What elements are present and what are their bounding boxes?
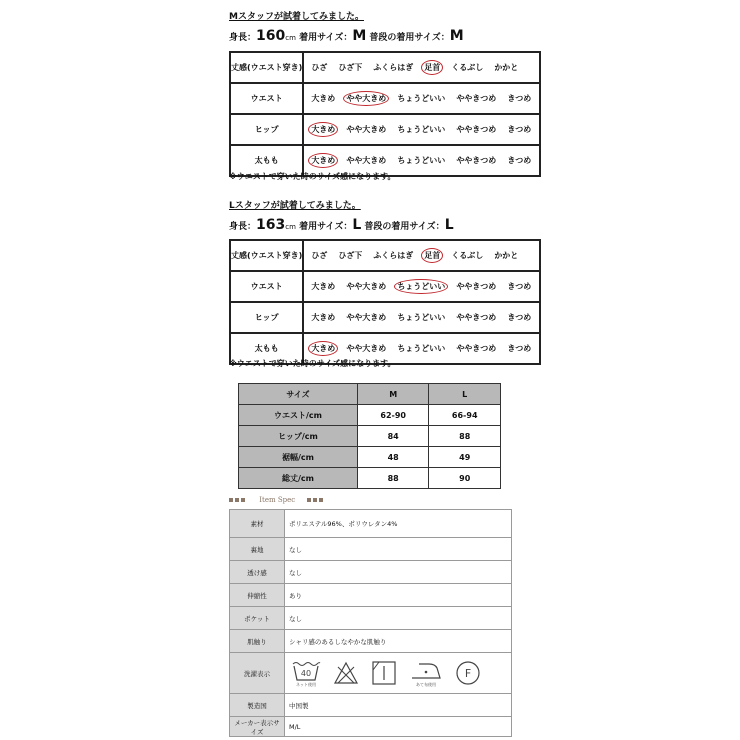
size-value: 90 (429, 468, 501, 489)
fit-option: くるぶし (451, 63, 484, 72)
fit-option-selected: 大きめ (308, 341, 338, 356)
size-table-row (239, 468, 501, 489)
spec-key: 洗濯表示 (230, 653, 285, 694)
size-table-row (239, 447, 501, 468)
fit-option-selected: やや大きめ (343, 91, 389, 106)
spec-value: M/L (285, 717, 512, 737)
size-table (238, 383, 501, 489)
decor-square-icon (307, 498, 311, 502)
fit-option: ややきつめ (456, 344, 497, 353)
fit-options (303, 83, 540, 114)
size-value: 66-94 (429, 405, 501, 426)
spec-value: なし (285, 538, 512, 561)
size-table-row (239, 405, 501, 426)
fit-row-label: 太もも (230, 145, 303, 176)
size-header-cell: サイズ (239, 384, 358, 405)
item-spec-heading: Item Spec (229, 496, 325, 504)
m-staff-fit-table (229, 51, 541, 177)
l-staff-title: Lスタッフが試着してみました。 (229, 201, 361, 211)
fit-row (230, 83, 540, 114)
spec-value: 中国製 (285, 694, 512, 717)
spec-row (230, 630, 512, 653)
fit-option: ちょうどいい (397, 344, 446, 353)
fit-option: ややきつめ (456, 94, 497, 103)
fit-row (230, 52, 540, 83)
fit-row-label: ウエスト (230, 83, 303, 114)
fit-option: ややきつめ (456, 313, 497, 322)
fit-row-label: ウエスト (230, 271, 303, 302)
size-value: 62-90 (357, 405, 429, 426)
decor-square-icon (235, 498, 239, 502)
fit-option: 大きめ (311, 313, 336, 322)
fit-option: ちょうどいい (397, 156, 446, 165)
fit-row-label: 太もも (230, 333, 303, 364)
decor-square-icon (319, 498, 323, 502)
fit-row-label: 丈感(ウエスト穿き) (230, 52, 303, 83)
spec-key: メーカー表示サイズ (230, 717, 285, 737)
m-staff-note: ※ウエストで穿いた時のサイズ感になります。 (229, 172, 396, 181)
decor-square-icon (229, 498, 233, 502)
fit-option: やや大きめ (346, 313, 387, 322)
fit-option: ふくらはぎ (373, 251, 414, 260)
size-row-label: ウエスト/cm (239, 405, 358, 426)
size-value: 88 (357, 468, 429, 489)
dry-clean-f-icon (455, 660, 481, 686)
fit-options (303, 271, 540, 302)
spec-value: シャリ感のあるしなやかな肌触り (285, 630, 512, 653)
iron-note-label: あて布使用 (416, 682, 436, 687)
spec-row (230, 538, 512, 561)
no-bleach-icon (333, 661, 359, 685)
size-value: 88 (429, 426, 501, 447)
size-table-header (239, 384, 501, 405)
spec-key: 素材 (230, 510, 285, 538)
fit-option: きつめ (507, 156, 532, 165)
fit-option: ちょうどいい (397, 94, 446, 103)
fit-option: 大きめ (311, 282, 336, 291)
fit-option: かかと (494, 63, 519, 72)
fit-option: くるぶし (451, 251, 484, 260)
spec-key: 裏地 (230, 538, 285, 561)
spec-key: 製造国 (230, 694, 285, 717)
spec-row (230, 561, 512, 584)
fit-option: ひざ下 (338, 63, 363, 72)
fit-row (230, 271, 540, 302)
fit-options (303, 114, 540, 145)
iron-low-icon (409, 658, 443, 688)
spec-row (230, 653, 512, 694)
fit-options (303, 52, 540, 83)
hand-wash-tub-icon (291, 658, 321, 688)
size-row-label: ヒップ/cm (239, 426, 358, 447)
fit-option-selected: 大きめ (308, 122, 338, 137)
fit-option: ひざ下 (338, 251, 363, 260)
fit-option: ややきつめ (456, 125, 497, 134)
fit-option: きつめ (507, 282, 532, 291)
fit-option: きつめ (507, 313, 532, 322)
fit-option: きつめ (507, 125, 532, 134)
fit-options (303, 240, 540, 271)
fit-row (230, 114, 540, 145)
fit-option: かかと (494, 251, 519, 260)
fit-option: ちょうどいい (397, 313, 446, 322)
fit-row-label: 丈感(ウエスト穿き) (230, 240, 303, 271)
fit-options (303, 302, 540, 333)
wash-note-label: ネット使用 (296, 682, 316, 687)
line-dry-icon (371, 660, 397, 686)
fit-option-selected: ちょうどいい (394, 279, 448, 294)
fit-option: ひざ (311, 63, 328, 72)
l-staff-fit-table (229, 239, 541, 365)
fit-row (230, 302, 540, 333)
spec-value: ポリエステル96%、ポリウレタン4% (285, 510, 512, 538)
fit-row (230, 240, 540, 271)
fit-option: ちょうどいい (397, 125, 446, 134)
spec-row (230, 584, 512, 607)
item-spec-table (229, 509, 512, 737)
spec-key: 肌触り (230, 630, 285, 653)
fit-option: ややきつめ (456, 156, 497, 165)
l-staff-note: ※ウエストで穿いた時のサイズ感になります。 (229, 359, 396, 368)
spec-row (230, 694, 512, 717)
size-header-cell: M (357, 384, 429, 405)
fit-option: きつめ (507, 344, 532, 353)
spec-key: ポケット (230, 607, 285, 630)
fit-option: ふくらはぎ (373, 63, 414, 72)
size-value: 49 (429, 447, 501, 468)
m-staff-measurements: 身長：160cm 着用サイズ：M 普段の着用サイズ：M (229, 28, 464, 44)
spec-row (230, 607, 512, 630)
spec-key: 透け感 (230, 561, 285, 584)
fit-option: きつめ (507, 94, 532, 103)
m-staff-title: Mスタッフが試着してみました。 (229, 12, 364, 22)
fit-option: やや大きめ (346, 282, 387, 291)
decor-square-icon (241, 498, 245, 502)
l-staff-measurements: 身長：163cm 着用サイズ：L 普段の着用サイズ：L (229, 217, 454, 233)
fit-option: やや大きめ (346, 344, 387, 353)
size-value: 84 (357, 426, 429, 447)
size-table-row (239, 426, 501, 447)
size-row-label: 総丈/cm (239, 468, 358, 489)
fit-option: 大きめ (311, 94, 336, 103)
spec-value: あり (285, 584, 512, 607)
fit-option-selected: 大きめ (308, 153, 338, 168)
fit-option-selected: 足首 (421, 248, 443, 263)
care-symbols (285, 653, 512, 694)
size-row-label: 裾幅/cm (239, 447, 358, 468)
spec-row (230, 717, 512, 737)
fit-row-label: ヒップ (230, 302, 303, 333)
fit-row-label: ヒップ (230, 114, 303, 145)
fit-option: ややきつめ (456, 282, 497, 291)
fit-option-selected: 足首 (421, 60, 443, 75)
spec-value: なし (285, 561, 512, 584)
decor-square-icon (313, 498, 317, 502)
size-header-cell: L (429, 384, 501, 405)
size-value: 48 (357, 447, 429, 468)
spec-row (230, 510, 512, 538)
spec-value: なし (285, 607, 512, 630)
fit-option: やや大きめ (346, 125, 387, 134)
fit-option: やや大きめ (346, 156, 387, 165)
wash-temp-label: 40 (300, 669, 312, 678)
spec-key: 伸縮性 (230, 584, 285, 607)
fit-option: ひざ (311, 251, 328, 260)
dry-clean-label: F (464, 667, 472, 680)
